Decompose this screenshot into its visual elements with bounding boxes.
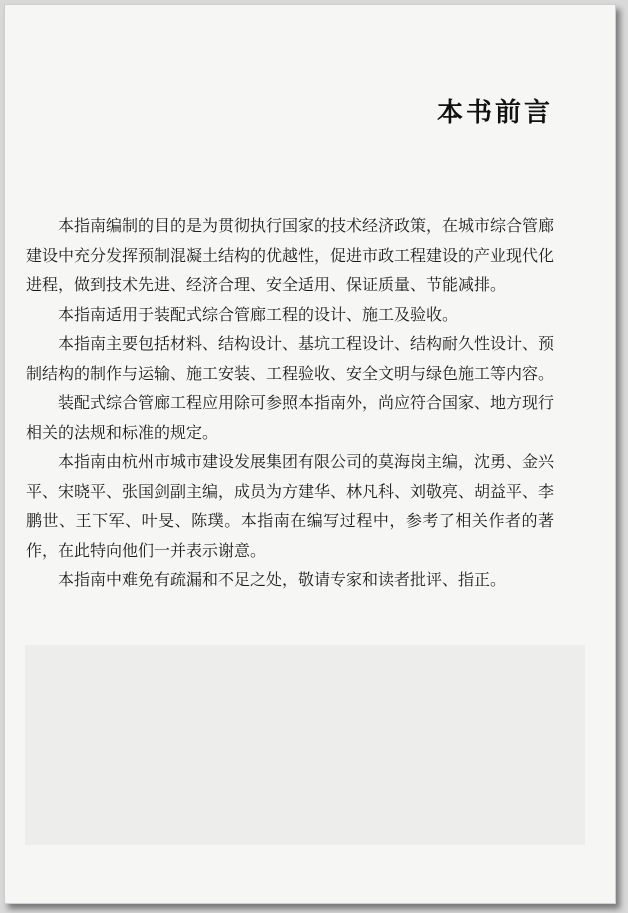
paragraph-purpose: 本指南编制的目的是为贯彻执行国家的技术经济政策，在城市综合管廊建设中充分发挥预制混凝土结构的优越性，促进市政工程建设的产业现代化进程，做到技术先进、经济合理、安全适用、保证质量、节能减排。 <box>26 216 555 294</box>
paragraph-scope: 本指南适用于装配式综合管廊工程的设计、施工及验收。 <box>58 304 459 324</box>
document-page <box>4 4 616 904</box>
paragraph-standards: 装配式综合管廊工程应用除可参照本指南外，尚应符合国家、地方现行相关的法规和标准的规定。 <box>26 393 555 442</box>
paragraph-authors: 本指南由杭州市城市建设发展集团有限公司的莫海岗主编，沈勇、金兴平、宋晓平、张国剑副主编，成员为方建华、林凡科、刘敬亮、胡益平、李鹏世、王下军、叶旻、陈璞。本指南在编写过程中，参考了相关作者的著作，在此特向他们一并表示谢意。 <box>26 452 555 560</box>
paragraph-closing: 本指南中难免有疏漏和不足之处，敬请专家和读者批评、指正。 <box>58 570 507 589</box>
paper-texture <box>25 645 585 845</box>
preface-body <box>26 211 554 595</box>
page-title: 本书前言 <box>436 98 553 128</box>
paragraph-contents: 本指南主要包括材料、结构设计、基坑工程设计、结构耐久性设计、预制结构的制作与运输、施工安装、工程验收、安全文明与绿色施工等内容。 <box>26 334 555 383</box>
